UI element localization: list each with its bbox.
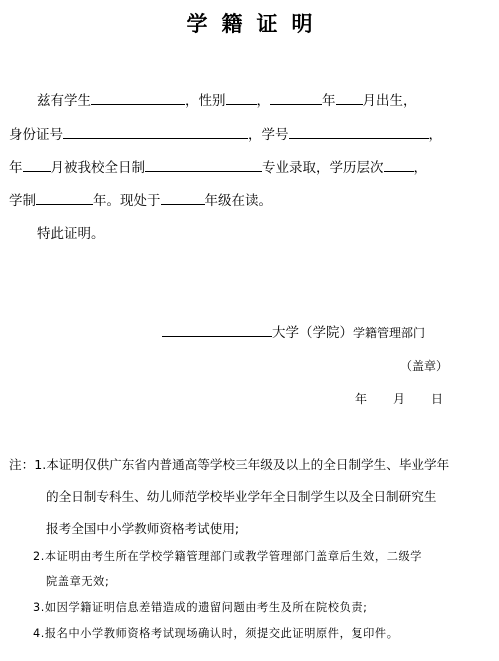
- body-line-4: [9, 190, 272, 211]
- id-number-blank[interactable]: [63, 124, 248, 139]
- university-label: 大学（学院）: [272, 325, 353, 341]
- enroll-month-blank[interactable]: [23, 157, 51, 172]
- now-label: 年。现处于: [93, 193, 161, 209]
- student-no-label: ，学号: [248, 127, 289, 143]
- system-label: 学制: [9, 193, 36, 209]
- note-2-line-2: 院盖章无效;: [46, 575, 110, 588]
- note-1a: 1.本证明仅供广东省内普通高等学校三年级及以上的全日制学生、毕业学年: [34, 457, 450, 472]
- student-name-blank[interactable]: [91, 90, 185, 105]
- date-line: [355, 390, 443, 407]
- birth-month-blank[interactable]: [336, 90, 363, 105]
- note-1-line-3: 报考全国中小学教师资格考试使用;: [46, 521, 240, 536]
- major-blank[interactable]: [145, 157, 262, 172]
- signature-line: [162, 322, 425, 343]
- grade-blank[interactable]: [161, 190, 205, 205]
- note-1-line-2: 的全日制专科生、幼儿师范学校毕业学年全日制学生以及全日制研究生: [46, 489, 437, 504]
- system-years-blank[interactable]: [36, 190, 93, 205]
- major-label: 专业录取，学历层次: [262, 160, 384, 176]
- id-label: 身份证号: [9, 127, 63, 143]
- university-blank[interactable]: [162, 322, 272, 337]
- student-no-blank[interactable]: [289, 124, 429, 139]
- gender-blank[interactable]: [226, 90, 257, 105]
- grade-label: 年级在读。: [204, 193, 272, 209]
- comma: ，: [256, 93, 270, 109]
- body-line-3: [9, 157, 427, 178]
- date-month: 月: [393, 392, 406, 406]
- certify-text: 特此证明。: [37, 226, 105, 242]
- comma: ，: [413, 160, 427, 176]
- comma: ，: [428, 127, 442, 143]
- dept-label: 学籍管理部门: [353, 326, 426, 340]
- notes-label: 注：: [9, 457, 35, 472]
- note-4: 4.报名中小学教师资格考试现场确认时，须提交此证明原件，复印件。: [33, 627, 399, 640]
- document-title: 学籍证明: [186, 11, 327, 36]
- education-level-blank[interactable]: [384, 157, 414, 172]
- year-label: 年: [9, 160, 23, 176]
- date-year: 年: [355, 392, 368, 406]
- birth-month-label: 月出生，: [362, 93, 417, 109]
- enroll-label: 月被我校全日制: [50, 160, 145, 176]
- body-line-1: [37, 90, 417, 111]
- year-label: 年: [322, 93, 336, 109]
- seal-label: （盖章）: [400, 359, 449, 373]
- body-line-2: [9, 124, 442, 145]
- birth-year-blank[interactable]: [270, 90, 322, 105]
- gender-label: ，性别: [185, 93, 226, 109]
- note-3: 3.如因学籍证明信息差错造成的遗留问题由考生及所在院校负责;: [33, 601, 368, 614]
- student-label: 兹有学生: [37, 93, 91, 109]
- note-2-line-1: 2.本证明由考生所在学校学籍管理部门或教学管理部门盖章后生效，二级学: [33, 550, 423, 563]
- date-day: 日: [431, 392, 444, 406]
- note-1-line-1: [9, 456, 449, 474]
